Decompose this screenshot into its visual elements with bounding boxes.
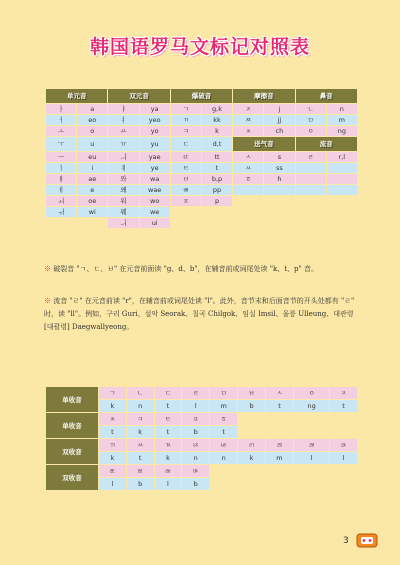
empty-cell (296, 163, 326, 173)
table-cell: l (182, 400, 209, 412)
table-cell: kk (202, 115, 232, 125)
table-cell: ㅐ (46, 174, 76, 184)
empty-cell (233, 207, 263, 217)
empty-cell (202, 207, 232, 217)
table-cell: ㅁ (210, 387, 237, 399)
table-cell: ㄽ (330, 439, 357, 451)
table-cell: ㅍ (182, 413, 209, 425)
empty-cell (264, 207, 294, 217)
table-cell: ㅋ (127, 413, 154, 425)
table-cell: n (127, 400, 154, 412)
table-cell (294, 478, 329, 490)
note-plosives (44, 263, 364, 276)
table-cell: b (182, 426, 209, 438)
empty-cell (296, 218, 326, 228)
table-cell: ㅉ (233, 115, 263, 125)
table-cell: ㅃ (171, 185, 201, 195)
table-row (46, 115, 357, 125)
table-cell: t (99, 426, 126, 438)
note-mark: ※ (44, 265, 51, 273)
table-cell: t (202, 163, 232, 173)
table-cell: jj (264, 115, 294, 125)
table-cell (330, 465, 357, 477)
empty-cell (264, 196, 294, 206)
table-cell: k (238, 452, 265, 464)
table-cell: ye (140, 163, 170, 173)
row-header: 双收音 (46, 465, 98, 490)
table-cell: ㅋ (171, 126, 201, 136)
table-row (46, 439, 357, 451)
table-cell: t (155, 400, 182, 412)
table-cell: wo (140, 196, 170, 206)
table-cell: ㅡ (46, 152, 76, 162)
table-cell: l (294, 452, 329, 464)
table-cell: d,t (202, 137, 232, 151)
table-cell: o (77, 126, 107, 136)
table-cell: ㅢ (108, 152, 138, 162)
table-row (46, 137, 357, 151)
table-row (46, 218, 357, 228)
table-cell: k (99, 452, 126, 464)
table-cell (238, 465, 265, 477)
table-cell: 와 (108, 174, 138, 184)
table-cell: ㅂ (171, 174, 201, 184)
table-cell: t (127, 452, 154, 464)
empty-cell (171, 207, 201, 217)
table-cell: ㄷ (155, 387, 182, 399)
table-cell: 왜 (108, 185, 138, 195)
table-cell (46, 218, 76, 228)
table-cell: i (77, 163, 107, 173)
empty-cell (296, 196, 326, 206)
empty-cell (264, 218, 294, 228)
table-row (46, 152, 357, 162)
table-cell (238, 413, 265, 425)
table-cell: ㅇ (296, 126, 326, 136)
table-row (46, 126, 357, 136)
table-cell: ㅇ (294, 387, 329, 399)
table-cell: j (264, 104, 294, 114)
table-cell: ss (264, 163, 294, 173)
page-number: 3 (343, 536, 349, 546)
empty-cell (327, 185, 357, 195)
table-cell: k (99, 400, 126, 412)
table-cell: ㅎ (210, 413, 237, 425)
table-cell: ng (327, 126, 357, 136)
table-cell: ㅏ (46, 104, 76, 114)
note-text: 流音 "ㄹ" 在元音前读 "r"，在辅音前或词尾处读 "l"。此外，音节末和后面音节的开头处都有 "ㄹ" 时，读 "ll"。例如，구리 Guri、설악 Seorak、칠곡 Chilgok、임실 Imsil、울릉 Ulleung、대관령 [대괄령] Daegwallyeong。 (44, 297, 355, 331)
table-cell: we (140, 207, 170, 217)
table-cell: ㅖ (108, 163, 138, 173)
table-cell: ㄶ (210, 439, 237, 451)
table-cell (210, 478, 237, 490)
table-row (46, 163, 357, 173)
table-cell: m (327, 115, 357, 125)
note-mark: ※ (44, 297, 51, 305)
empty-cell (233, 196, 263, 206)
table-cell: n (327, 104, 357, 114)
table-cell: r,l (327, 152, 357, 162)
empty-cell (264, 185, 294, 195)
table-cell: ㄼ (294, 439, 329, 451)
table-cell: ㄹ (182, 387, 209, 399)
empty-cell (327, 163, 357, 173)
table-cell (294, 465, 329, 477)
table-cell: ㅚ (46, 196, 76, 206)
table-cell: t (210, 426, 237, 438)
table-cell: b (182, 478, 209, 490)
table-cell: l (99, 478, 126, 490)
table-cell: ㅈ (330, 387, 357, 399)
table-cell: ㅟ (46, 207, 76, 217)
table-cell (330, 426, 357, 438)
table-row (46, 207, 357, 217)
table-cell: ㅀ (155, 465, 182, 477)
table-cell: ㅌ (155, 413, 182, 425)
table-cell: yae (140, 152, 170, 162)
note-liquid (44, 295, 364, 334)
table-cell: eu (77, 152, 107, 162)
table-cell: 웨 (108, 207, 138, 217)
table-cell: ㄱ (171, 104, 201, 114)
page-title: 韩国语罗马文标记对照表 (89, 36, 310, 58)
empty-cell (233, 218, 263, 228)
table-cell: ch (264, 126, 294, 136)
table-cell: oe (77, 196, 107, 206)
table-cell: ㅜ (46, 137, 76, 151)
table-cell: wi (77, 207, 107, 217)
empty-cell (327, 174, 357, 184)
row-header: 单收音 (46, 413, 98, 438)
table-cell (210, 465, 237, 477)
table-cell: k (155, 452, 182, 464)
table-cell: yeo (140, 115, 170, 125)
table-cell: ㅅ (233, 152, 263, 162)
table-cell: ㄲ (99, 439, 126, 451)
table-cell: ㅊ (99, 413, 126, 425)
table-cell (330, 413, 357, 425)
table-cell: ㄻ (266, 439, 293, 451)
table-cell: ㅕ (108, 115, 138, 125)
table-row (46, 387, 357, 399)
table-cell: ㅑ (108, 104, 138, 114)
empty-cell (327, 218, 357, 228)
table-cell: e (77, 185, 107, 195)
table-cell: h (264, 174, 294, 184)
table-cell: t (330, 400, 357, 412)
table-cell: ㄷ (171, 137, 201, 151)
table-cell: ㄲ (171, 115, 201, 125)
table-cell: k (202, 126, 232, 136)
table-cell: k (127, 426, 154, 438)
table-cell: ㅊ (233, 126, 263, 136)
table-row (46, 465, 357, 477)
column-header: 送气音 (233, 137, 294, 151)
table-cell: ㄺ (238, 439, 265, 451)
column-header: 爆破音 (171, 89, 232, 103)
table-cell: ㄵ (182, 439, 209, 451)
row-header: 单收音 (46, 387, 98, 412)
table-cell: ㄴ (127, 387, 154, 399)
column-header: 流音 (296, 137, 358, 151)
mascot-icon (354, 530, 380, 550)
table-cell (77, 218, 107, 228)
table-row (46, 174, 357, 184)
table-cell (330, 478, 357, 490)
table-cell: n (182, 452, 209, 464)
column-header: 摩擦音 (233, 89, 294, 103)
table-cell: a (77, 104, 107, 114)
table-cell: ㅎ (233, 174, 263, 184)
table-cell: t (155, 426, 182, 438)
table-row (46, 196, 357, 206)
table-cell: ㅗ (46, 126, 76, 136)
table-cell: pp (202, 185, 232, 195)
empty-cell (202, 218, 232, 228)
table-cell: ya (140, 104, 170, 114)
table-cell: u (77, 137, 107, 151)
table-cell: 워 (108, 196, 138, 206)
empty-cell (296, 174, 326, 184)
table-cell: ㄳ (155, 439, 182, 451)
table-cell: g,k (202, 104, 232, 114)
table-cell: ㅂ (238, 387, 265, 399)
table-cell (266, 426, 293, 438)
table-cell: wae (140, 185, 170, 195)
table-cell: ㅓ (46, 115, 76, 125)
table-cell: ㄾ (99, 465, 126, 477)
table-cell: ㅌ (171, 163, 201, 173)
table-cell: l (330, 452, 357, 464)
table-cell: n (210, 452, 237, 464)
empty-cell (296, 207, 326, 217)
table-cell: l (155, 478, 182, 490)
row-header: 双收音 (46, 439, 98, 464)
empty-cell (171, 218, 201, 228)
empty-cell (296, 185, 326, 195)
table-cell: s (264, 152, 294, 162)
table-cell: ae (77, 174, 107, 184)
table-row (46, 104, 357, 114)
column-header: 鼻音 (296, 89, 358, 103)
table-row (46, 185, 357, 195)
table-cell: ㅍ (171, 196, 201, 206)
table-cell: ㄹ (296, 152, 326, 162)
table-cell: m (210, 400, 237, 412)
table-cell: t (266, 400, 293, 412)
table-cell: ㅆ (127, 439, 154, 451)
table-cell (266, 413, 293, 425)
table-cell: eo (77, 115, 107, 125)
table-cell: ㄱ (99, 387, 126, 399)
table-cell: ㅢ (108, 218, 138, 228)
table-cell: ㅠ (108, 137, 138, 151)
empty-cell (233, 185, 263, 195)
table-cell: p (202, 196, 232, 206)
table-cell (266, 478, 293, 490)
final-consonant-table (45, 386, 358, 491)
table-cell (266, 465, 293, 477)
table-cell: ㅆ (233, 163, 263, 173)
note-text: 破裂音 "ㄱ、ㄷ、ㅂ" 在元音前面读 "g、d、b"，在辅音前或词尾处读 "k、t、p" 音。 (53, 265, 318, 273)
table-cell: ui (140, 218, 170, 228)
table-cell: ㅔ (46, 185, 76, 195)
table-cell: ㄴ (296, 104, 326, 114)
table-cell: ㅁ (296, 115, 326, 125)
header-row (46, 89, 357, 103)
table-cell: ㅈ (233, 104, 263, 114)
table-cell: ng (294, 400, 329, 412)
empty-cell (327, 207, 357, 217)
table-cell (238, 426, 265, 438)
column-header: 双元音 (108, 89, 169, 103)
table-cell: m (266, 452, 293, 464)
table-cell: ㅄ (182, 465, 209, 477)
table-cell: ㅛ (108, 126, 138, 136)
column-header: 单元音 (46, 89, 107, 103)
romanization-table (45, 88, 358, 229)
table-cell: ㅅ (266, 387, 293, 399)
table-cell: b,p (202, 174, 232, 184)
table-cell: b (238, 400, 265, 412)
table-cell: ㄸ (171, 152, 201, 162)
table-cell (238, 478, 265, 490)
table-cell: b (127, 478, 154, 490)
table-cell: ㄿ (127, 465, 154, 477)
table-cell: wa (140, 174, 170, 184)
table-cell: ㅣ (46, 163, 76, 173)
table-cell (294, 426, 329, 438)
table-cell: yo (140, 126, 170, 136)
table-cell (294, 413, 329, 425)
table-row (46, 413, 357, 425)
empty-cell (327, 196, 357, 206)
table-cell: yu (140, 137, 170, 151)
table-cell: tt (202, 152, 232, 162)
